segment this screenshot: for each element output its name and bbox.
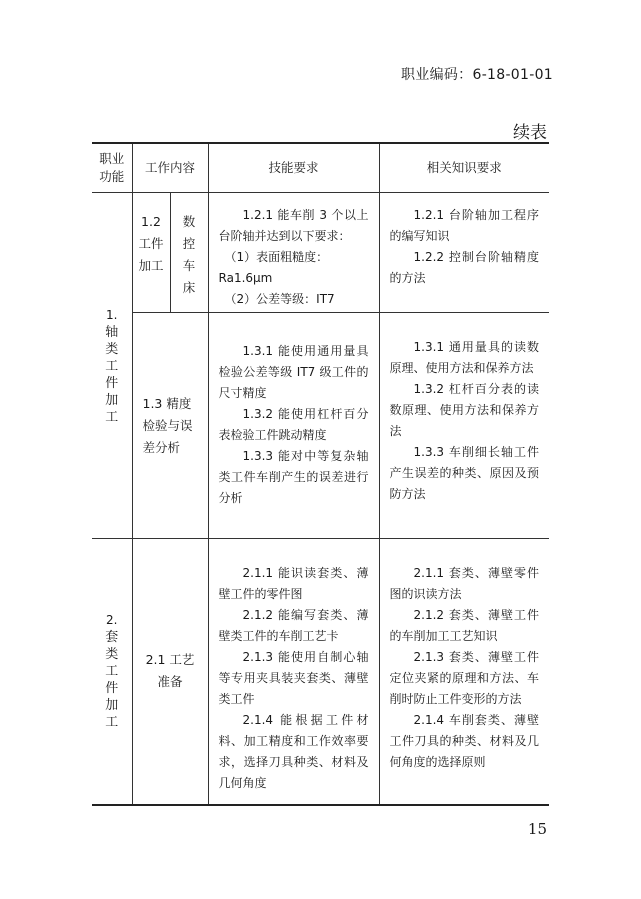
skill-item: 1.2.1 能车削 3 个以上台阶轴并达到以下要求： — [218, 208, 369, 243]
header-knowledge: 相关知识要求 — [379, 143, 549, 193]
work-content-cell — [132, 313, 208, 539]
skill-item: 2.1.2 能编写套类、薄壁类工件的车削工艺卡 — [218, 608, 369, 643]
work-content-sublabel: 数控车床 — [182, 214, 196, 295]
table-row — [92, 313, 549, 539]
work-content-label: 1.3 精度检验与误差分析 — [142, 395, 193, 455]
header-function: 职业功能 — [92, 143, 132, 193]
skill-item: 2.1.4 能根据工件材料、加工精度和工作效率要求，选择刀具种类、材料及几何角度 — [218, 713, 369, 790]
knowledge-cell — [379, 193, 549, 313]
function-name: 套类工件加工 — [105, 630, 119, 731]
occupation-code: 职业编码：6-18-01-01 — [400, 67, 553, 83]
header-work-content: 工作内容 — [132, 143, 208, 193]
skill-item: 1.3.3 能对中等复杂轴类工件车削产生的误差进行分析 — [218, 449, 369, 505]
table-row — [92, 193, 549, 313]
skill-item: 1.3.2 能使用杠杆百分表检验工件跳动精度 — [218, 407, 369, 442]
work-content-label: 1.2工件加工 — [138, 214, 164, 273]
knowledge-item: 1.2.1 台阶轴加工程序的编写知识 — [389, 208, 540, 243]
knowledge-item: 1.3.2 杠杆百分表的读数原理、使用方法和保养方法 — [389, 382, 540, 438]
skill-cell — [208, 193, 379, 313]
function-cell-1 — [92, 193, 132, 539]
skill-item: （2）公差等级：IT7 — [224, 292, 335, 306]
knowledge-item: 1.3.1 通用量具的读数原理、使用方法和保养方法 — [389, 340, 540, 375]
knowledge-cell — [379, 313, 549, 539]
table-row — [92, 539, 549, 805]
header-skill: 技能要求 — [208, 143, 379, 193]
page-number: 15 — [527, 820, 547, 838]
function-number: 2. — [106, 613, 118, 628]
knowledge-item: 2.1.1 套类、薄壁零件图的识读方法 — [389, 566, 540, 601]
skill-item: 1.3.1 能使用通用量具检验公差等级 IT7 级工件的尺寸精度 — [218, 344, 369, 400]
work-content-label: 2.1 工艺准备 — [145, 652, 195, 690]
function-name: 轴类工件加工 — [105, 324, 119, 425]
skill-cell — [208, 539, 379, 805]
work-content-subcell — [170, 193, 208, 313]
knowledge-item: 2.1.4 车削套类、薄壁工件刀具的种类、材料及几何角度的选择原则 — [389, 713, 540, 769]
function-number: 1. — [106, 307, 118, 322]
skill-item: 2.1.3 能使用自制心轴等专用夹具装夹套类、薄壁类工件 — [218, 650, 369, 706]
skill-item: 2.1.1 能识读套类、薄壁工件的零件图 — [218, 566, 369, 601]
knowledge-item: 2.1.2 套类、薄壁工件的车削加工工艺知识 — [389, 608, 540, 643]
knowledge-item: 1.2.2 控制台阶轴精度的方法 — [389, 250, 540, 285]
work-content-cell — [132, 193, 170, 313]
work-content-cell — [132, 539, 208, 805]
skill-cell — [208, 313, 379, 539]
knowledge-item: 2.1.3 套类、薄壁工件定位夹紧的原理和方法、车削时防止工件变形的方法 — [389, 650, 540, 706]
skill-standard-table — [92, 142, 549, 806]
table-header-row — [92, 143, 549, 193]
function-cell-2 — [92, 539, 132, 805]
knowledge-cell — [379, 539, 549, 805]
continued-label: 续表 — [513, 123, 547, 143]
knowledge-item: 1.3.3 车削细长轴工件产生误差的种类、原因及预防方法 — [389, 445, 540, 501]
skill-item: （1）表面粗糙度：Ra1.6μm — [218, 250, 329, 285]
